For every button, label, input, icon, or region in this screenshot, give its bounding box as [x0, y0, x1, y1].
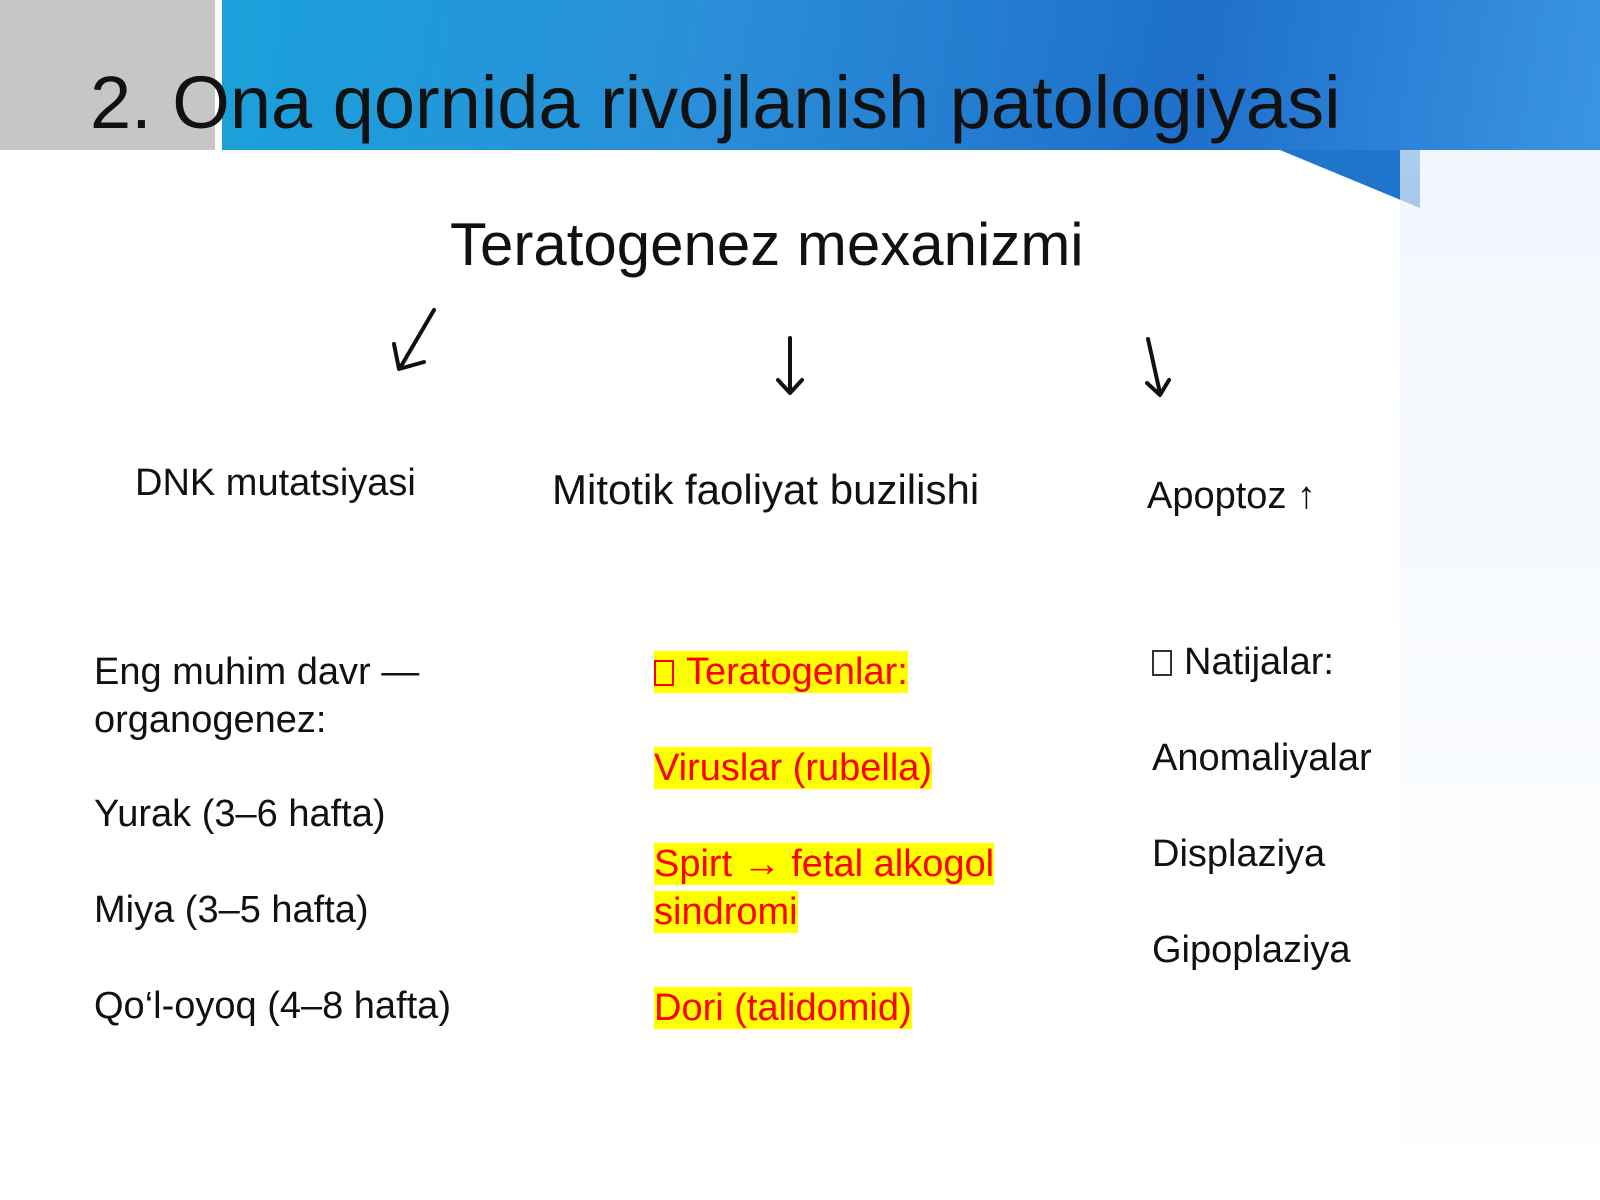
list-item — [654, 744, 1034, 792]
list-item-label: Dori (talidomid) — [654, 987, 912, 1029]
arrow-down-right-icon — [1138, 335, 1188, 405]
list-item — [654, 984, 1034, 1032]
organogenesis-intro: Eng muhim davr — organogenez: — [94, 651, 420, 741]
list-item: Gipoplaziya — [1152, 929, 1351, 971]
diagram-subtitle: Teratogenez mexanizmi — [450, 211, 1084, 278]
checkbox-icon — [654, 660, 674, 686]
mechanism-dna-mutation: DNK mutatsiyasi — [135, 462, 416, 504]
list-item: Yurak (3–6 hafta) — [94, 793, 386, 835]
teratogens-heading — [654, 648, 1034, 696]
list-item: Miya (3–5 hafta) — [94, 889, 369, 931]
results-heading-label: Natijalar: — [1184, 641, 1334, 683]
list-item: Qo‘l-oyoq (4–8 hafta) — [94, 985, 451, 1027]
results-heading — [1152, 638, 1512, 686]
list-item-label: Spirt → fetal alkogol sindromi — [654, 843, 995, 933]
checkbox-icon — [1152, 650, 1172, 676]
arrow-down-left-icon — [380, 300, 450, 380]
slide-title: 2. Ona qornida rivojlanish patologiyasi — [90, 61, 1341, 144]
list-item-label: Viruslar (rubella) — [654, 747, 933, 789]
list-item: Anomaliyalar — [1152, 737, 1372, 779]
list-item — [654, 840, 1034, 936]
mechanism-apoptosis: Apoptoz ↑ — [1147, 475, 1316, 517]
teratogens-column — [654, 648, 1034, 1032]
list-item: Displaziya — [1152, 833, 1326, 875]
organogenesis-column — [94, 648, 474, 1030]
mechanism-mitotic-disruption: Mitotik faoliyat buzilishi — [552, 466, 980, 513]
arrow-down-icon — [768, 335, 818, 400]
results-column — [1152, 638, 1512, 974]
teratogens-heading-label: Teratogenlar: — [686, 651, 908, 693]
